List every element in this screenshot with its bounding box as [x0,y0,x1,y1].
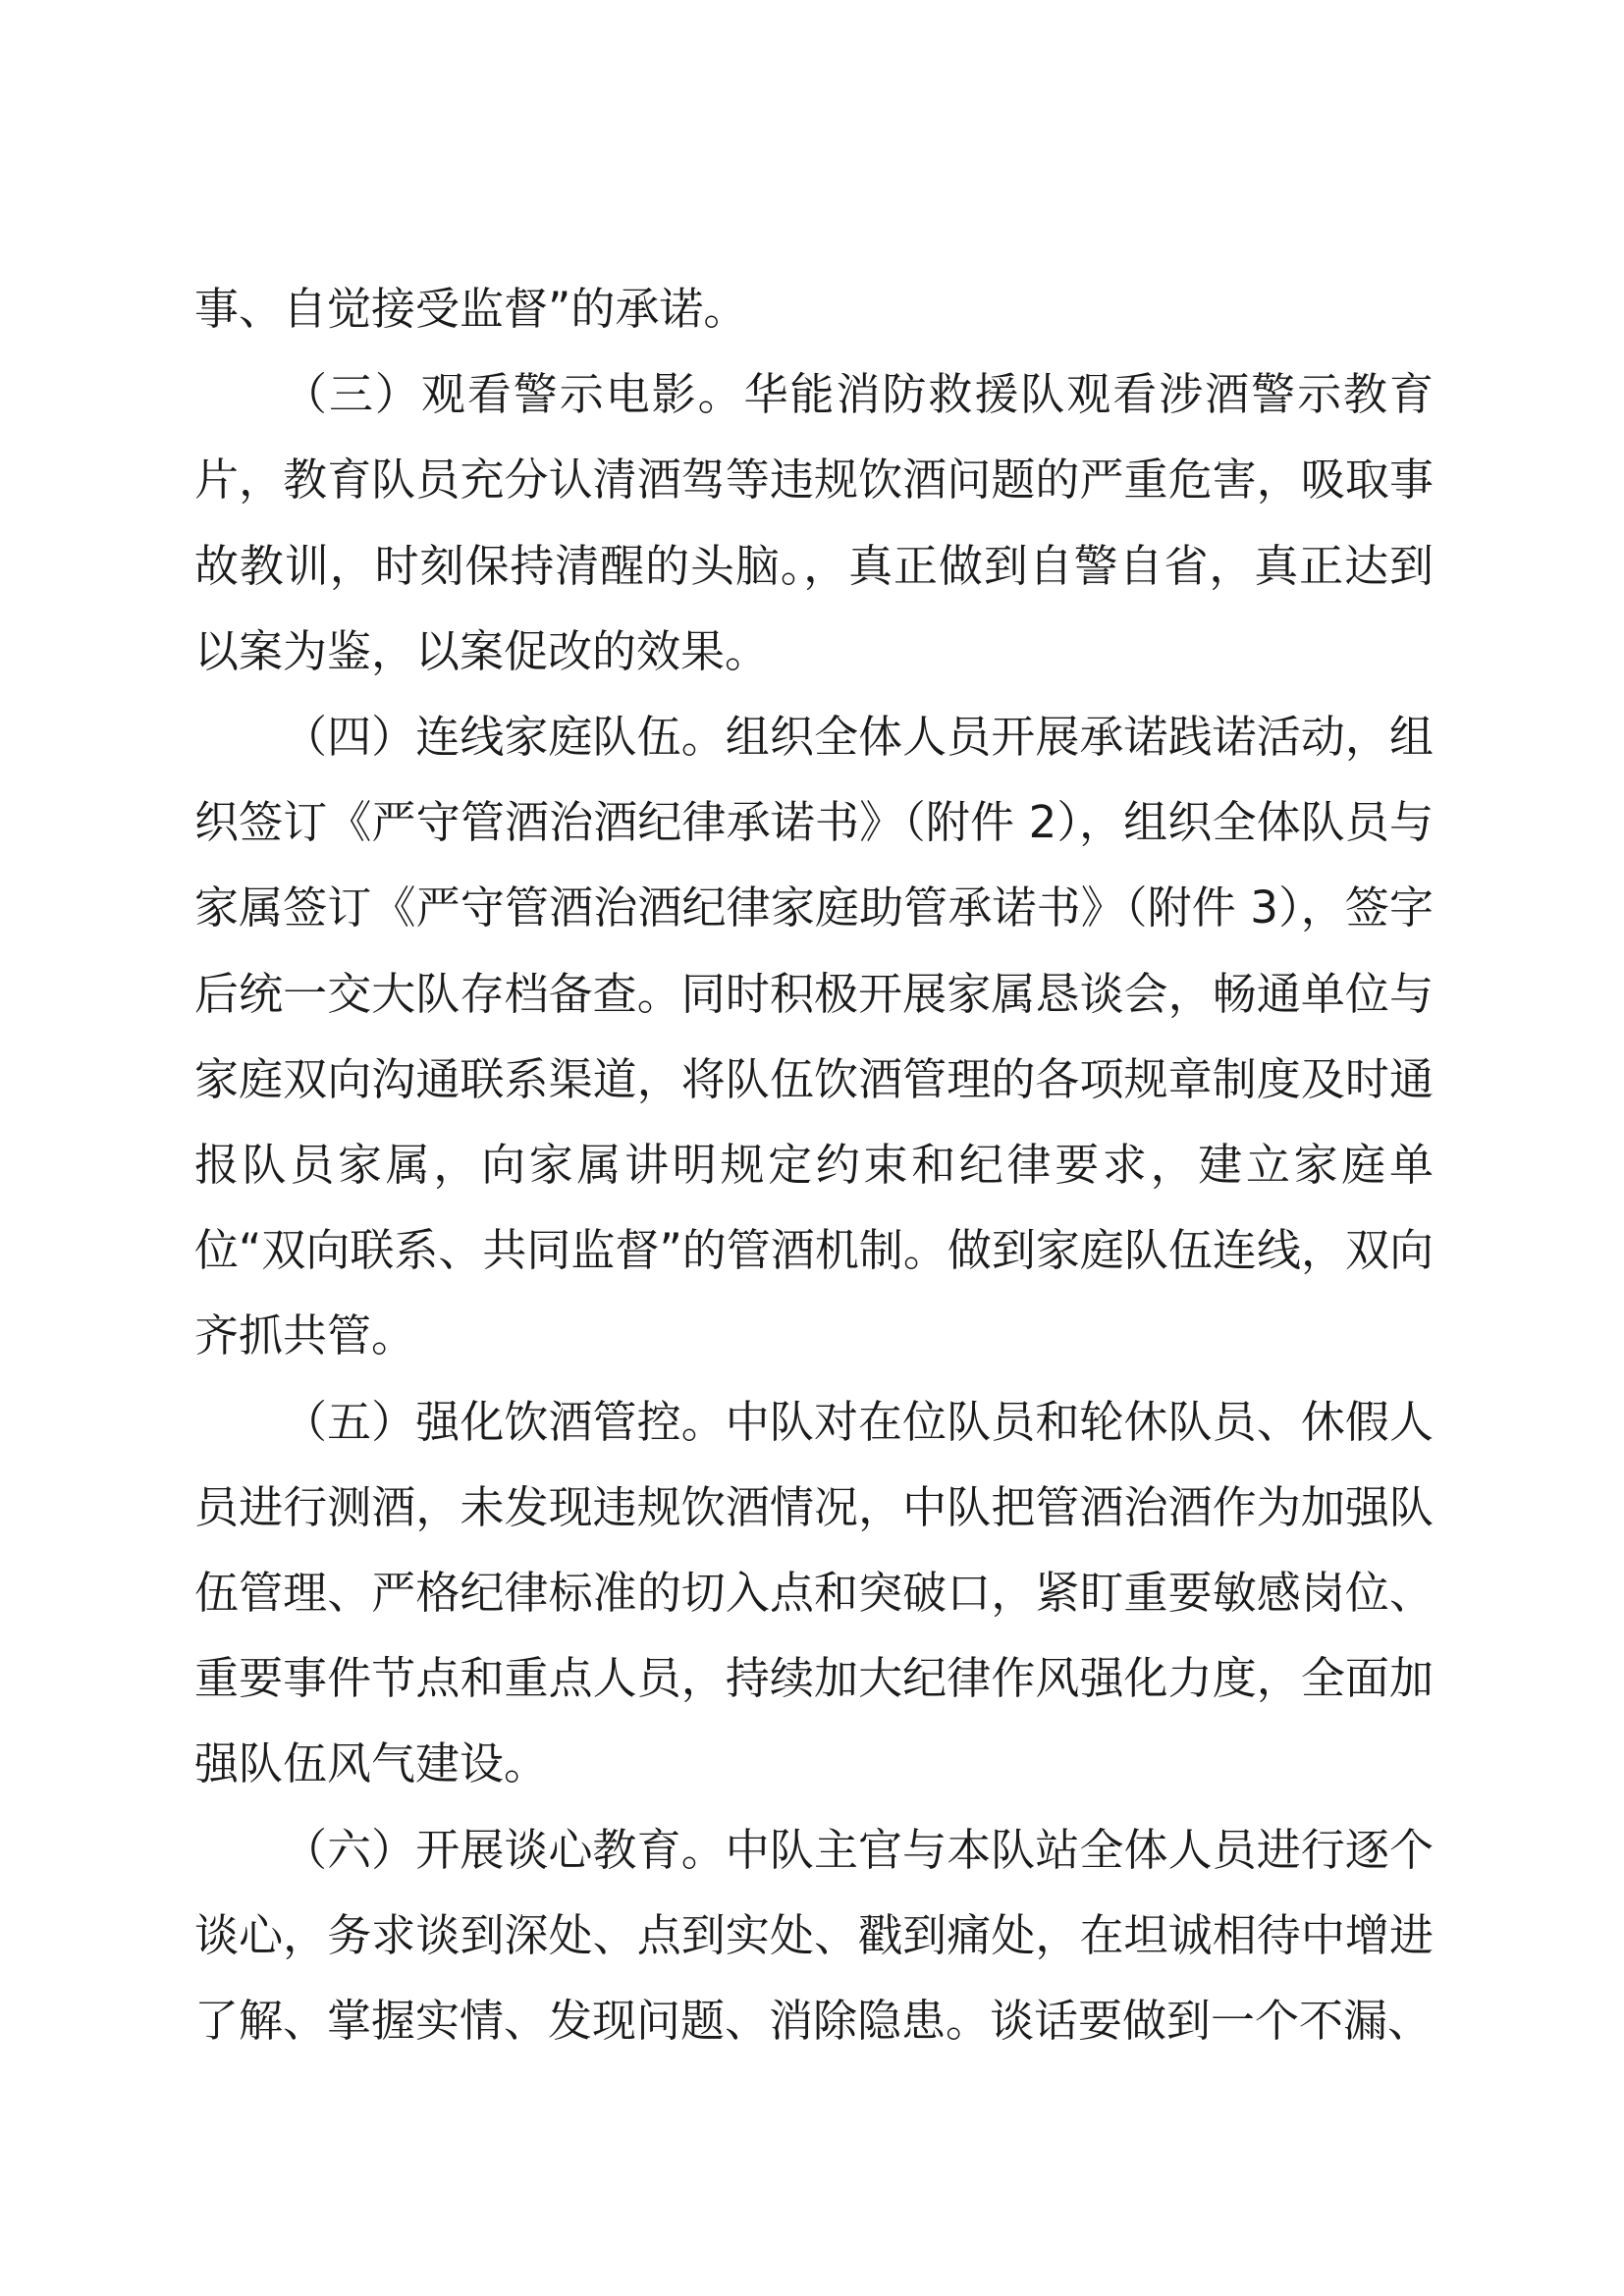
document-body [194,266,1434,2063]
paragraph-family-connection: （四）连线家庭队伍。组织全体人员开展承诺践诺活动，组织签订《严守管酒治酒纪律承诺书》（附件 2），组织全体队员与家属签订《严守管酒治酒纪律家庭助管承诺书》（附件 3），签字后统一交大队存档备查。同时积极开展家属恳谈会，畅通单位与家庭双向沟通联系渠道，将队伍饮酒管理的各项规章制度及时通报队员家属，向家属讲明规定约束和纪律要求，建立家庭单位“双向联系、共同监督”的管酒机制。做到家庭队伍连线，双向齐抓共管。 [194,711,1434,1362]
paragraph-continuation: 事、自觉接受监督”的承诺。 [194,283,748,335]
paragraph-watch-warning-film: （三）观看警示电影。华能消防救援队观看涉酒警示教育片，教育队员充分认清酒驾等违规饮酒问题的严重危害，吸取事故教训，时刻保持清醒的头脑。，真正做到自警自省，真正达到以案为鉴，以案促改的效果。 [194,368,1434,677]
paragraph-heart-to-heart-talks: （六）开展谈心教育。中队主官与本队站全体人员进行逐个谈心，务求谈到深处、点到实处、戳到痛处，在坦诚相待中增进了解、掌握实情、发现问题、消除隐患。谈话要做到一个不漏、 [194,1823,1434,2048]
paragraph-drinking-control: （五）强化饮酒管控。中队对在位队员和轮休队员、休假人员进行测酒，未发现违规饮酒情况，中队把管酒治酒作为加强队伍管理、严格纪律标准的切入点和突破口，紧盯重要敏感岗位、重要事件节点和重点人员，持续加大纪律作风强化力度，全面加强队伍风气建设。 [194,1395,1434,1790]
